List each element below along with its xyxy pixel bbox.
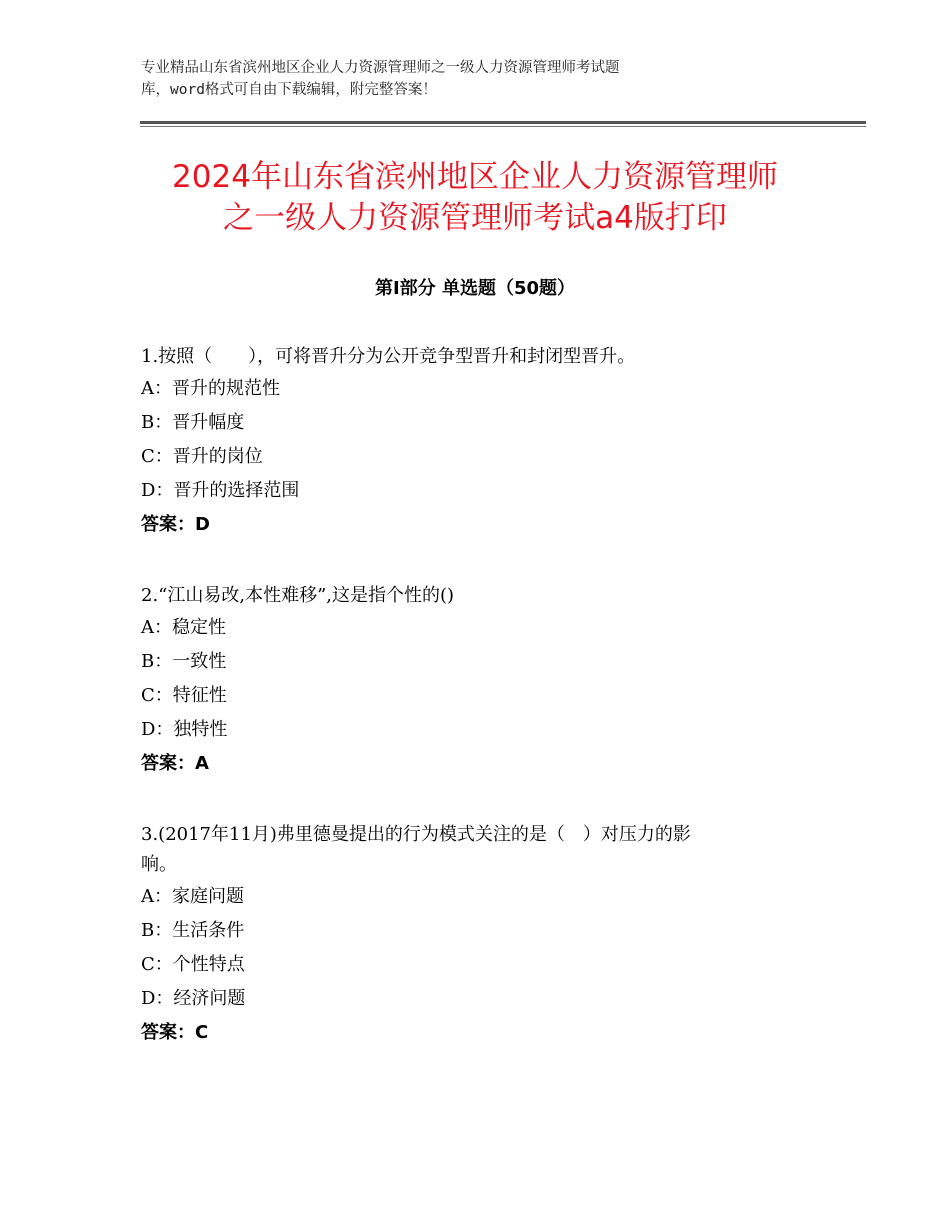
section-heading: 第Ⅰ部分 单选题（50题） [374,278,575,299]
question-stem [141,342,821,372]
document-title-line-2: 之一级人力资源管理师考试a4版打印 [223,200,727,236]
option-c: C：个性特点 [141,954,245,975]
question-stem-line: 2.“江山易改,本性难移”,这是指个性的() [141,585,455,606]
question-stem [141,820,821,880]
question-3 [141,820,821,1050]
header-divider-thick [140,121,866,124]
question-1 [141,342,821,542]
document-title-line-1: 2024年山东省滨州地区企业人力资源管理师 [172,159,778,195]
option-a: A：家庭问题 [141,886,244,907]
option-d: D：经济问题 [141,988,246,1009]
option-c: C：特征性 [141,685,227,706]
option-a: A：晋升的规范性 [141,378,280,399]
header-note-line-1: 专业精品山东省滨州地区企业人力资源管理师之一级人力资源管理师考试题 [141,60,620,76]
header-note [141,57,841,101]
document-title [0,157,950,239]
question-stem-line: 响。 [141,854,177,875]
option-d: D：独特性 [141,719,228,740]
option-d: D：晋升的选择范围 [141,480,300,501]
question-2 [141,581,821,781]
question-stem [141,581,821,611]
option-b: B：晋升幅度 [141,412,245,433]
question-stem-line: 1.按照（ ），可将晋升分为公开竞争型晋升和封闭型晋升。 [141,346,636,367]
answer-label: 答案：C [141,1022,209,1043]
option-b: B：一致性 [141,651,227,672]
option-c: C：晋升的岗位 [141,446,263,467]
option-a: A：稳定性 [141,617,226,638]
header-note-line-2: 库，word格式可自由下载编辑，附完整答案！ [141,82,437,98]
answer-label: 答案：D [141,514,210,535]
question-stem-line: 3.(2017年11月)弗里德曼提出的行为模式关注的是（ ）对压力的影 [141,824,691,845]
answer-label: 答案：A [141,753,209,774]
header-divider-thin [140,126,866,127]
option-b: B：生活条件 [141,920,245,941]
